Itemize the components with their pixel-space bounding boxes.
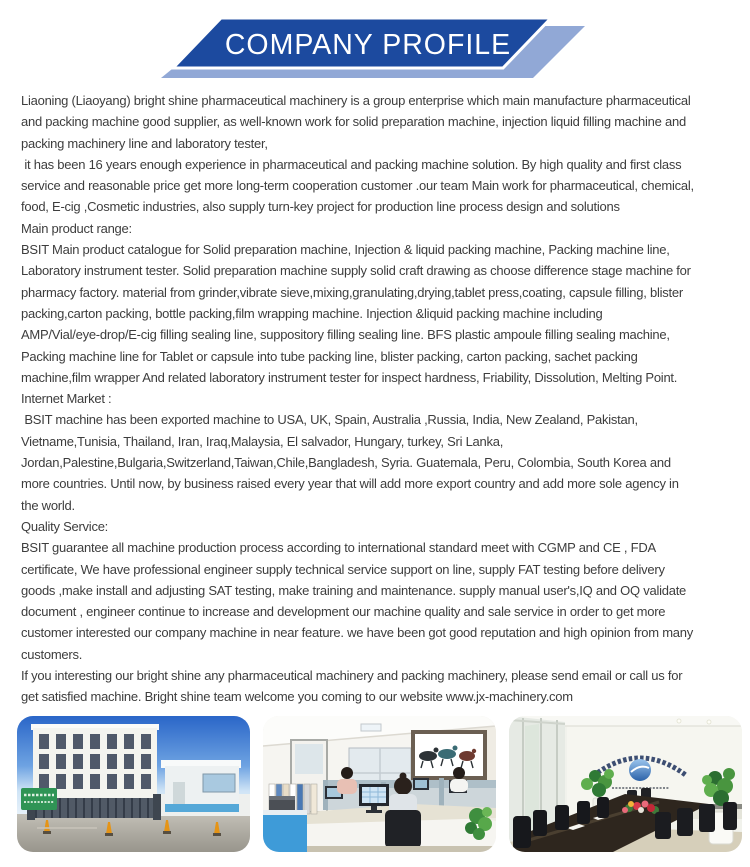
company-profile-banner	[0, 0, 750, 82]
profile-text-line: document , engineer continue to increase and development our machine quality and sale service in order to get more	[21, 604, 666, 620]
profile-text-line: Laboratory instrument tester. Solid preparation machine supply solid craft drawing as choose difference stage machine for	[21, 263, 691, 279]
profile-text-line: Vietname,Tunisia, Thailand, Iran, Iraq,Malaysia, El salvador, Hungary, turkey, Sri Lanka,	[21, 433, 504, 449]
profile-text-line: the world.	[21, 497, 75, 513]
profile-text-line: food, E-cig ,Cosmetic industries, also supply turn-key project for production line process design and solutions	[21, 199, 620, 215]
factory-exterior-illustration	[17, 716, 250, 852]
profile-text-line: goods ,make install and adjusting SAT testing, make training and maintenance. supply manual user's,IQ and OQ validate	[21, 582, 687, 598]
photo-row	[0, 716, 750, 852]
profile-text-line: machine,film wrapper And related laboratory instrument tester for inspect hardness, Friability, Dissolution, Melting Point.	[21, 369, 678, 385]
factory-exterior-photo	[17, 716, 250, 852]
profile-text-line: certificate, We have professional engineer supply technical service support on line, supply FAT testing before delivery	[21, 561, 665, 577]
profile-text-line: If you interesting our bright shine any pharmaceutical machinery and packing machinery, please send email or call us for	[21, 668, 683, 684]
profile-text-line: Quality Service:	[21, 518, 109, 534]
profile-text-line: more countries. Until now, by business raised every year that will add more export country and add more sole agency in	[21, 476, 679, 492]
horse-painting	[413, 732, 485, 778]
profile-text-line: Internet Market :	[21, 391, 112, 407]
profile-text-line: Jordan,Palestine,Bulgaria,Switzerland,Taiwan,Chile,Bangladesh, Syria. Guatemala, Peru, Colombia, South Korea and	[21, 455, 671, 471]
profile-text-line: BSIT guarantee all machine production process according to international standard meet with CGMP and CE , FDA	[21, 540, 656, 556]
profile-text-line: Packing machine line for Tablet or capsule into tube packing line, blister packing, carton packing, sachet packing	[21, 348, 638, 364]
profile-text-line: service and reasonable price get more long-term cooperation customer .our team Main work for pharmaceutical, chemical,	[21, 178, 694, 194]
office-interior-illustration	[263, 716, 496, 852]
profile-text-line: Main product range:	[21, 220, 132, 236]
profile-text-line: AMP/Vial/eye-drop/E-cig filling sealing line, suppository filling sealing line. BFS plastic ampoule filling sealing machine,	[21, 327, 670, 343]
profile-text-line: customers.	[21, 646, 83, 662]
profile-text-line: get satisfied machine. Bright shine team welcome you coming to our website www.jx-machinery.com	[21, 689, 573, 705]
profile-text-line: customer interested our company machine in near feature. we have been got good reputation and high opinion from many	[21, 625, 693, 641]
profile-text-line: packing machinery line and laboratory tester,	[21, 135, 268, 151]
profile-text-line: BSIT Main product catalogue for Solid preparation machine, Injection & liquid packing machine, Packing machine line,	[21, 242, 670, 258]
meeting-room-photo	[509, 716, 742, 852]
company-sign	[21, 788, 57, 810]
profile-text-line: BSIT machine has been exported machine to USA, UK, Spain, Australia ,Russia, India, New Zealand, Pakistan,	[21, 412, 638, 428]
profile-text-line: and packing machine good supplier, as well-known work for solid preparation machine, injection liquid filling machine and	[21, 114, 686, 130]
office-interior-photo	[263, 716, 496, 852]
page-title: COMPANY PROFILE	[224, 29, 512, 61]
blue-cabinet	[263, 815, 307, 852]
profile-text-line: Liaoning (Liaoyang) bright shine pharmaceutical machinery is a group enterprise which main manufacture pharmaceutical	[21, 93, 691, 108]
profile-text-line: it has been 16 years enough experience in pharmaceutical and packing machine solution. By high quality and first class	[21, 156, 682, 172]
company-profile-text	[21, 90, 729, 708]
profile-text-line: packing,carton packing, bottle packing,film wrapping machine. Injection &liquid packing machine including	[21, 305, 603, 321]
profile-text-line: pharmacy factory. material from grinder,vibrate sieve,mixing,granulating,drying,tablet press,coating, capsule filling, blister	[21, 284, 683, 300]
meeting-room-illustration	[509, 716, 742, 852]
